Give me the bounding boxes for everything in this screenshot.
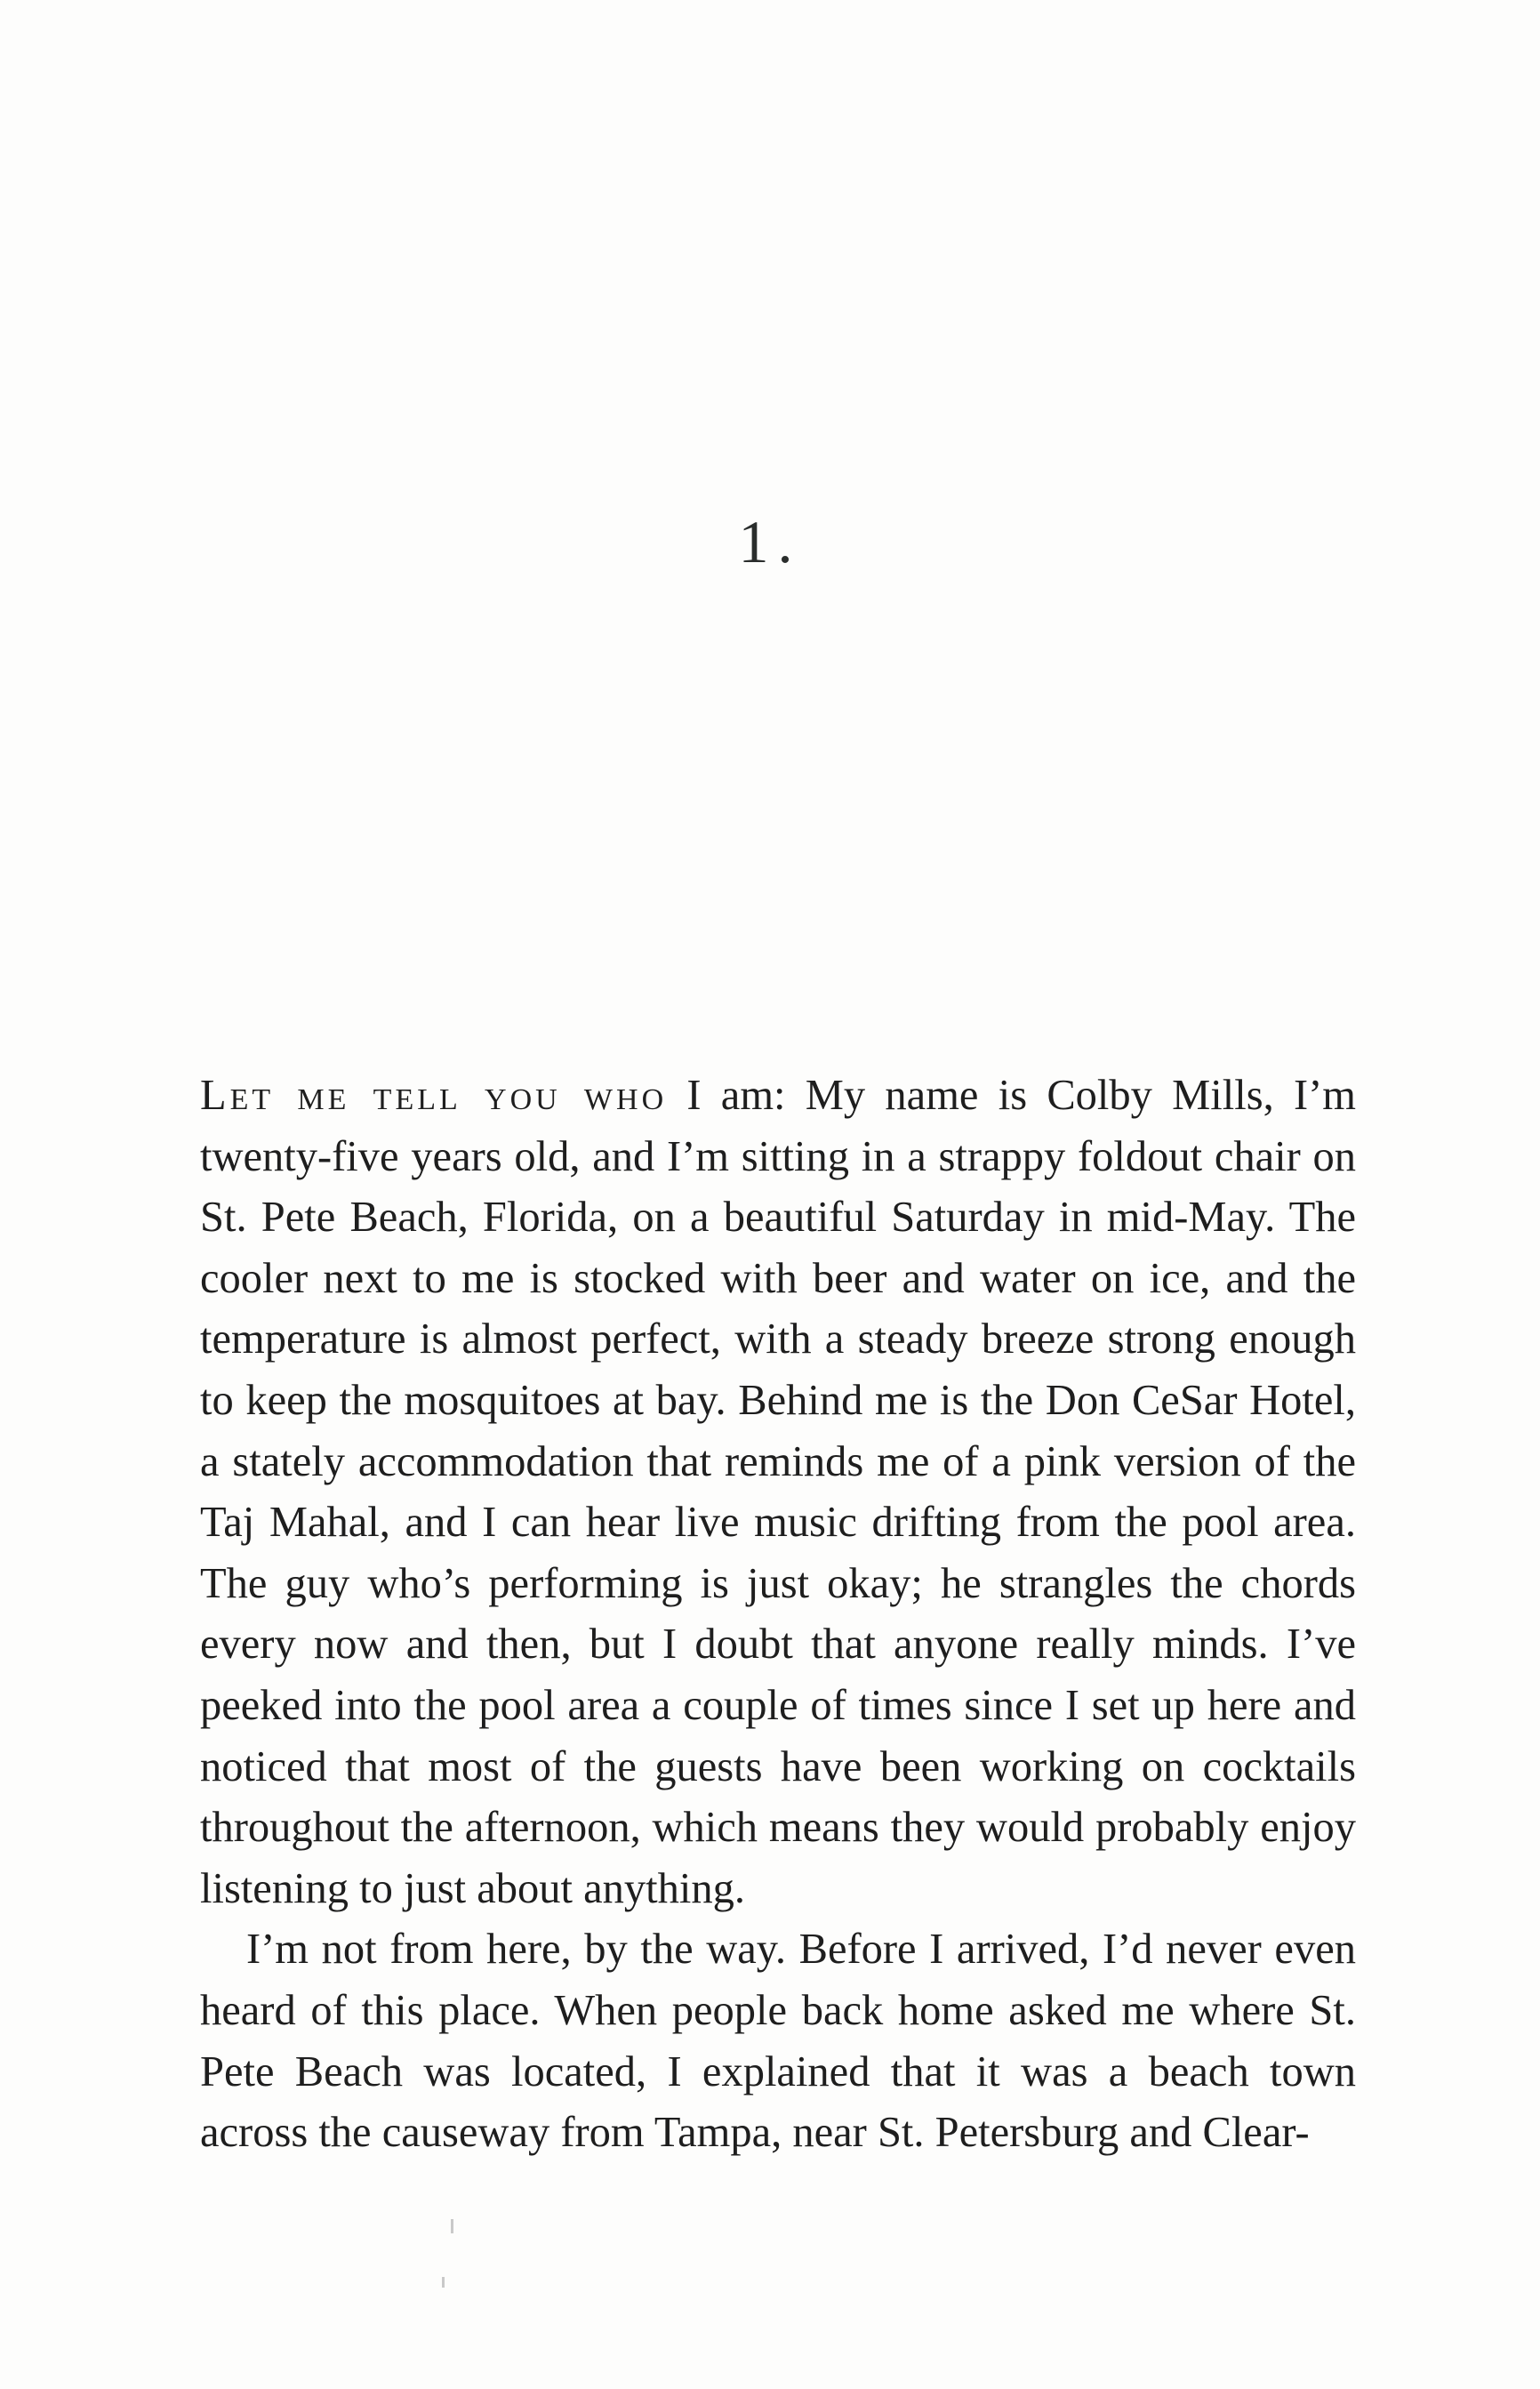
- scan-mark: [451, 2219, 453, 2233]
- paragraph-2: I’m not from here, by the way. Before I arrived, I’d never even heard of this place. When people back home asked me where St. Pete Beach was located, I explained that it was a beach town across the causeway from Tampa, near St. Petersburg and Clear-: [200, 1926, 1356, 2157]
- chapter-number: 1.: [738, 508, 802, 575]
- chapter-body: [200, 1066, 1356, 2164]
- paragraph-1: [200, 1066, 1356, 1919]
- scan-mark: [442, 2277, 445, 2288]
- lead-in-small-caps: Let me tell you who: [200, 1072, 668, 1119]
- paragraph-1-text: I am: My name is Colby Mills, I’m twenty-five years old, and I’m sitting in a strappy foldout chair on St. Pete Beach, Florida, on a beautiful Saturday in mid-May. The cooler next to me is stocked with beer and water on ice, and the temperature is almost perfect, with a steady breeze strong enough to keep the mosquitoes at bay. Behind me is the Don CeSar Hotel, a stately accommodation that reminds me of a pink version of the Taj Mahal, and I can hear live music drifting from the pool area. The guy who’s performing is just okay; he strangles the chords every now and then, but I doubt that anyone really minds. I’ve peeked into the pool area a couple of times since I set up here and noticed that most of the guests have been working on cocktails throughout the afternoon, which means they would probably enjoy listening to just about anything.: [200, 1072, 1356, 1912]
